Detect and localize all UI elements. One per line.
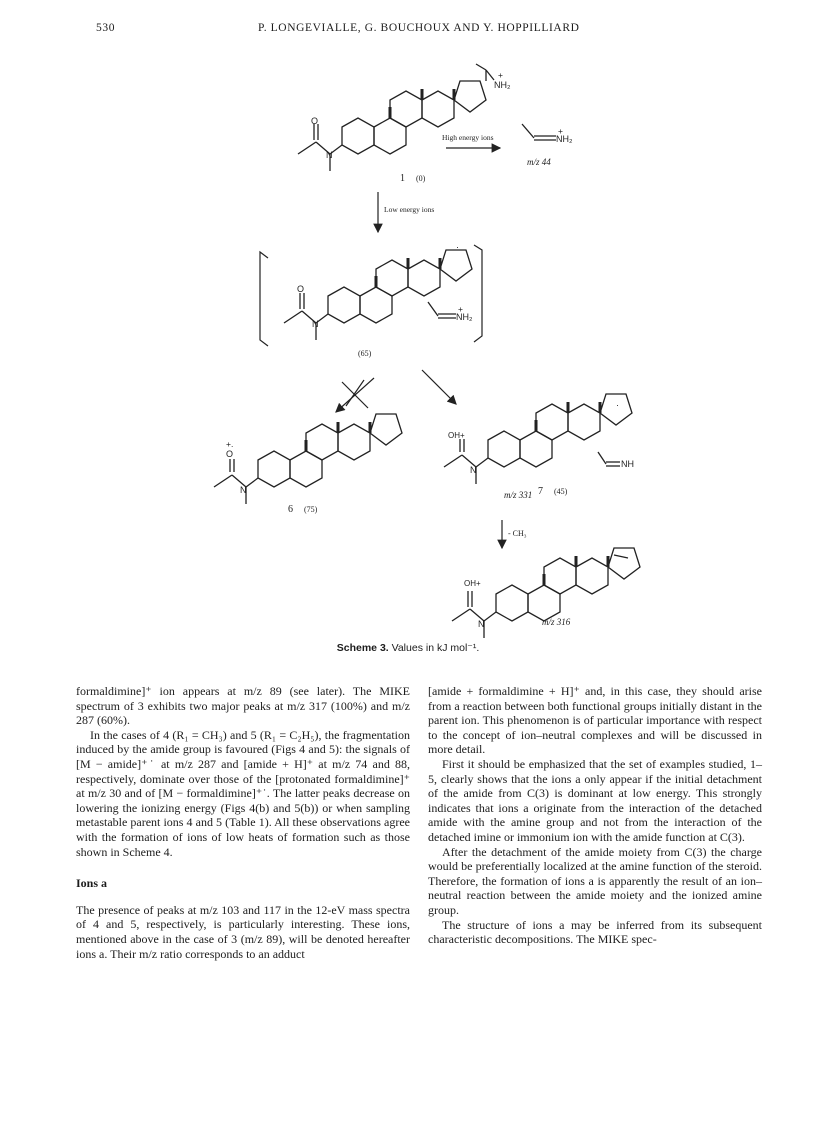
caption-text: Values in kJ mol⁻¹. bbox=[388, 642, 480, 654]
cmpd1-nh2: NH₂ bbox=[494, 80, 511, 90]
cmpd6-energy: (75) bbox=[304, 505, 318, 514]
complex-energy: (65) bbox=[358, 349, 372, 358]
mz316-ohplus: OH+ bbox=[464, 579, 481, 588]
page-number: 530 bbox=[96, 22, 116, 34]
cmpd7-nitrogen: N bbox=[470, 465, 477, 475]
right-column bbox=[428, 684, 762, 947]
cmpd6-number: 6 bbox=[288, 504, 293, 515]
left-paragraph-2: In the cases of 4 (R₁ = CH₃) and 5 (R₁ = C₂H₅), the fragmentation induced by the amide group is favoured (Figs 4 and 5): the signals of [M − amide]⁺˙ at m/z 287 and [amide + H]⁺ at m/z 74 and 88, respectively, dominate over those of the [protonated formaldimine]⁺ at m/z 30 and of [M − formaldimine]⁺˙. The latter peaks decrease on lowering the ionizing energy (Figs 4(b) and 5(b)) or when sampling metastable parent ions 4 and 5 (Table 1). All these observations agree with the formation of ions of low heats of formation such as those shown in Scheme 4. bbox=[76, 727, 410, 859]
complex-plus: + bbox=[458, 304, 463, 314]
mz316-nitrogen: N bbox=[478, 619, 485, 629]
cmpd6-oxygen: O bbox=[226, 449, 234, 459]
cmpd1-energy: (0) bbox=[416, 174, 426, 183]
complex-oxygen: O bbox=[297, 284, 305, 294]
mz331-label: m/z 331 bbox=[504, 490, 533, 500]
complex-radical: · bbox=[456, 242, 459, 252]
left-paragraph-1: formaldimine]⁺ ion appears at m/z 89 (see later). The MIKE spectrum of 3 exhibits two major peaks at m/z 317 (100%) and m/z 287 (60%). bbox=[76, 684, 410, 728]
section-heading-ions-a: Ions a bbox=[76, 876, 108, 891]
ch3-loss-label: - CH₃ bbox=[508, 529, 527, 538]
cmpd7-energy: (45) bbox=[554, 487, 568, 496]
complex-nh2: NH₂ bbox=[456, 312, 473, 322]
cmpd7-radical: · bbox=[616, 400, 619, 410]
cmpd7-ohplus: OH+ bbox=[448, 431, 465, 440]
mz44-plus: + bbox=[558, 126, 563, 136]
caption-label: Scheme 3. bbox=[336, 642, 389, 654]
mz44-nh2: NH₂ bbox=[556, 134, 573, 144]
scheme-caption bbox=[0, 642, 816, 654]
complex-nitrogen: N bbox=[312, 319, 319, 329]
imine-nh: NH bbox=[621, 459, 634, 469]
right-paragraph-2: First it should be emphasized that the set of examples studied, 1–5, clearly shows that the ions a only appear if the initial detachment of the amide from C(3) is dominant at low energy. This strongly indicates that ions a originate from the interaction of the detached amide with the amine group and not from the interaction of the detached imine or immonium ion with the amide function at C(3). bbox=[428, 756, 762, 844]
right-paragraph-3: After the detachment of the amide moiety from C(3) the charge would be preferentially localized at the amine function of the steroid. Therefore, the formation of ions a is apparently the result of an ion–neutral reaction between the amide moiety and the ionized amine group. bbox=[428, 844, 762, 917]
mz44-label: m/z 44 bbox=[527, 157, 551, 167]
running-title: P. LONGEVIALLE, G. BOUCHOUX AND Y. HOPPILLIARD bbox=[258, 22, 580, 34]
right-paragraph-4: The structure of ions a may be inferred from its subsequent characteristic decompositions. The MIKE spec- bbox=[428, 917, 762, 947]
cmpd1-plus: + bbox=[498, 70, 503, 80]
cmpd6-nitrogen: N bbox=[240, 485, 247, 495]
high-energy-label: High energy ions bbox=[442, 133, 494, 142]
cmpd1-nitrogen: N bbox=[326, 150, 333, 160]
cmpd6-plus: +. bbox=[226, 439, 234, 449]
low-energy-label: Low energy ions bbox=[384, 205, 435, 214]
left-column bbox=[76, 684, 410, 961]
cmpd7-number: 7 bbox=[538, 486, 543, 497]
left-paragraph-3: The presence of peaks at m/z 103 and 117 in the 12-eV mass spectra of 4 and 5, respectively, is particularly interesting. These ions, mentioned above in the case of 3 (m/z 89), will be denoted hereafter ions a. Their m/z ratio corresponds to an adduct bbox=[76, 902, 410, 961]
right-paragraph-1: [amide + formaldimine + H]⁺ and, in this case, they should arise from a reaction between both functional groups initially distant in the parent ion. This phenomenon is of particular importance with respect to the concept of ion–neutral complexes and will be discussed in more detail. bbox=[428, 684, 762, 757]
cmpd1-number: 1 bbox=[400, 173, 405, 184]
mz316-label: m/z 316 bbox=[542, 617, 571, 627]
cmpd1-oxygen: O bbox=[311, 116, 319, 126]
